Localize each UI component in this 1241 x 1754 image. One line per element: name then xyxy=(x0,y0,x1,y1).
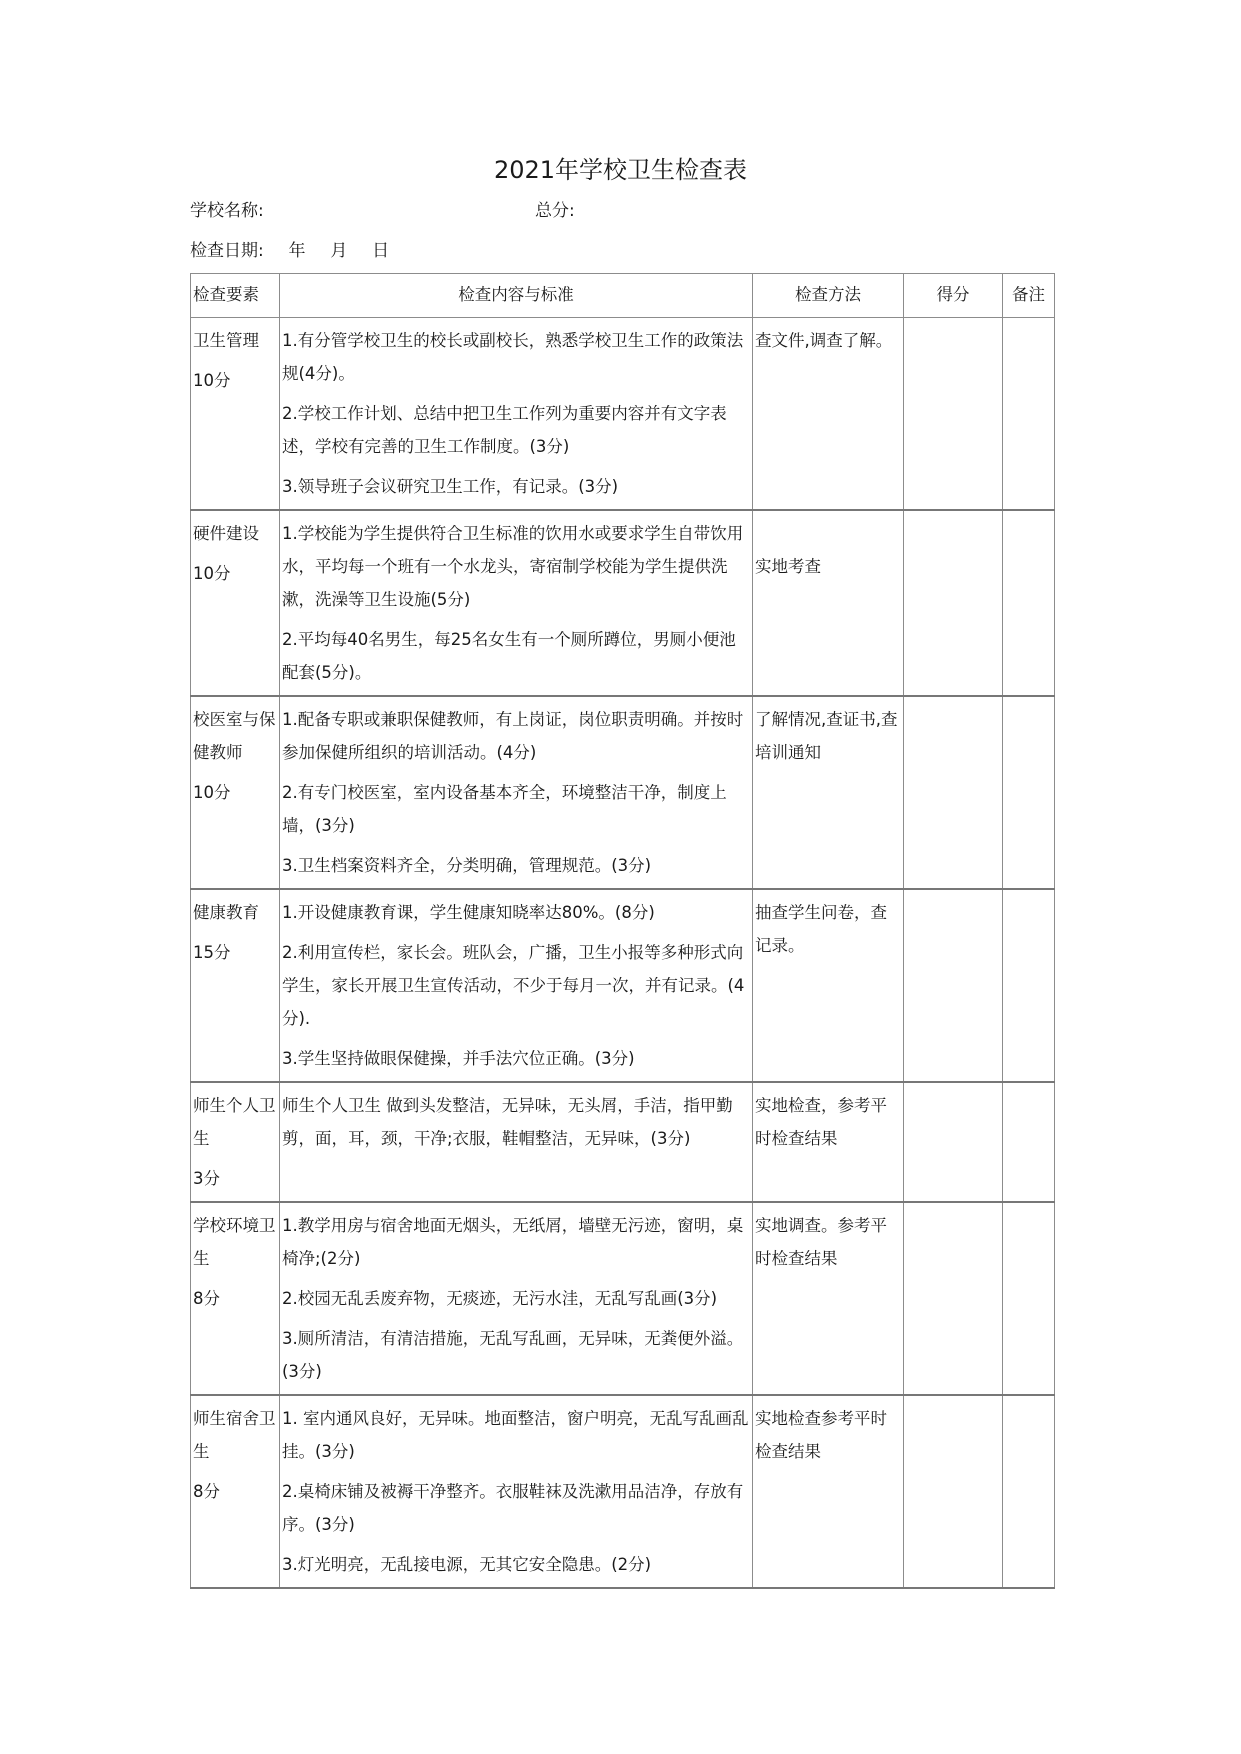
inspection-date-line xyxy=(190,236,389,261)
criterion-item: 2.桌椅床铺及被褥干净整齐。衣服鞋袜及洗漱用品洁净，存放有序。(3分) xyxy=(282,1482,744,1534)
remark-cell xyxy=(1003,1395,1055,1588)
criterion-item: 3.灯光明亮，无乱接电源，无其它安全隐患。(2分) xyxy=(282,1555,652,1574)
criterion-item: 1.有分管学校卫生的校长或副校长，熟悉学校卫生工作的政策法规(4分)。 xyxy=(282,331,744,383)
content-cell xyxy=(280,1202,753,1395)
method-cell: 查文件,调查了解。 xyxy=(753,318,904,511)
date-year: 年 xyxy=(288,241,306,261)
total-score-label: 总分: xyxy=(535,201,575,221)
criterion-item: 3.卫生档案资料齐全，分类明确，管理规范。(3分) xyxy=(282,856,652,875)
element-score: 8分 xyxy=(193,1482,220,1501)
header-remark: 备注 xyxy=(1003,274,1055,318)
table-row xyxy=(191,510,1055,696)
element-cell xyxy=(191,696,280,889)
element-name: 师生个人卫生 xyxy=(193,1096,276,1148)
table-row xyxy=(191,1202,1055,1395)
remark-cell xyxy=(1003,318,1055,511)
element-cell xyxy=(191,1082,280,1202)
element-score: 10分 xyxy=(193,783,231,802)
remark-cell xyxy=(1003,696,1055,889)
table-row xyxy=(191,1082,1055,1202)
score-cell xyxy=(904,889,1003,1082)
method-cell: 抽查学生问卷，查记录。 xyxy=(753,889,904,1082)
element-name: 健康教育 xyxy=(193,903,259,922)
header-element: 检查要素 xyxy=(191,274,280,318)
table-row xyxy=(191,1395,1055,1588)
criterion-item: 2.利用宣传栏，家长会。班队会，广播，卫生小报等多种形式向学生，家长开展卫生宣传活动，不少于每月一次，并有记录。(4分). xyxy=(282,943,745,1028)
header-score: 得分 xyxy=(904,274,1003,318)
element-name: 师生宿舍卫生 xyxy=(193,1409,276,1461)
criterion-item: 2.平均每40名男生，每25名女生有一个厕所蹲位，男厕小便池配套(5分)。 xyxy=(282,630,736,682)
method-cell: 实地检查，参考平时检查结果 xyxy=(753,1082,904,1202)
school-name-label: 学校名称: xyxy=(190,201,264,221)
content-cell xyxy=(280,510,753,696)
criterion-item: 3.学生坚持做眼保健操，并手法穴位正确。(3分) xyxy=(282,1049,635,1068)
element-name: 卫生管理 xyxy=(193,331,259,350)
table-row xyxy=(191,696,1055,889)
criterion-item: 2.学校工作计划、总结中把卫生工作列为重要内容并有文字表述，学校有完善的卫生工作制度。(3分) xyxy=(282,404,727,456)
criterion-item: 3.厕所清洁，有清洁措施，无乱写乱画，无异味，无粪便外溢。(3分) xyxy=(282,1329,744,1381)
element-score: 8分 xyxy=(193,1289,220,1308)
inspection-date-label: 检查日期: xyxy=(190,241,264,261)
element-score: 10分 xyxy=(193,371,231,390)
header-method: 检查方法 xyxy=(753,274,904,318)
criterion-item: 师生个人卫生 做到头发整洁，无异味，无头屑，手洁，指甲勤剪，面，耳，颈，干净;衣服，鞋帽整洁，无异味，(3分) xyxy=(282,1096,733,1148)
score-cell xyxy=(904,510,1003,696)
score-cell xyxy=(904,1082,1003,1202)
content-cell xyxy=(280,1082,753,1202)
remark-cell xyxy=(1003,1082,1055,1202)
method-text: 实地考查 xyxy=(755,557,821,576)
content-cell xyxy=(280,696,753,889)
content-cell xyxy=(280,889,753,1082)
criterion-item: 1.学校能为学生提供符合卫生标准的饮用水或要求学生自带饮用水，平均每一个班有一个水龙头，寄宿制学校能为学生提供洗漱，洗澡等卫生设施(5分) xyxy=(282,524,744,609)
header-content: 检查内容与标准 xyxy=(280,274,753,318)
document-title: 2021年学校卫生检查表 xyxy=(493,156,748,184)
criterion-item: 3.领导班子会议研究卫生工作，有记录。(3分) xyxy=(282,477,619,496)
element-cell xyxy=(191,510,280,696)
inspection-table xyxy=(190,273,1055,1589)
date-day: 日 xyxy=(372,241,390,261)
score-cell xyxy=(904,318,1003,511)
criterion-item: 1.配备专职或兼职保健教师，有上岗证，岗位职责明确。并按时参加保健所组织的培训活动。(4分) xyxy=(282,710,744,762)
element-score: 3分 xyxy=(193,1169,220,1188)
remark-cell xyxy=(1003,1202,1055,1395)
element-score: 15分 xyxy=(193,943,231,962)
element-cell xyxy=(191,889,280,1082)
method-cell xyxy=(753,510,904,696)
criterion-item: 1.开设健康教育课，学生健康知晓率达80%。(8分) xyxy=(282,903,655,922)
table-row xyxy=(191,889,1055,1082)
element-score: 10分 xyxy=(193,564,231,583)
element-name: 硬件建设 xyxy=(193,524,259,543)
content-cell xyxy=(280,318,753,511)
criterion-item: 2.有专门校医室，室内设备基本齐全，环境整洁干净，制度上墙，(3分) xyxy=(282,783,727,835)
element-name: 学校环境卫生 xyxy=(193,1216,276,1268)
element-name: 校医室与保健教师 xyxy=(193,710,276,762)
method-cell: 实地调查。参考平时检查结果 xyxy=(753,1202,904,1395)
table-header-row xyxy=(191,274,1055,318)
element-cell xyxy=(191,1395,280,1588)
criterion-item: 2.校园无乱丢废弃物，无痰迹，无污水洼，无乱写乱画(3分) xyxy=(282,1289,718,1308)
criterion-item: 1.教学用房与宿舍地面无烟头，无纸屑，墙壁无污迹，窗明，桌椅净;(2分) xyxy=(282,1216,744,1268)
remark-cell xyxy=(1003,510,1055,696)
score-cell xyxy=(904,696,1003,889)
table-row xyxy=(191,318,1055,511)
method-cell: 实地检查参考平时检查结果 xyxy=(753,1395,904,1588)
element-cell xyxy=(191,1202,280,1395)
remark-cell xyxy=(1003,889,1055,1082)
criterion-item: 1. 室内通风良好，无异味。地面整洁，窗户明亮，无乱写乱画乱挂。(3分) xyxy=(282,1409,749,1461)
score-cell xyxy=(904,1395,1003,1588)
element-cell xyxy=(191,318,280,511)
method-cell: 了解情况,查证书,查培训通知 xyxy=(753,696,904,889)
date-month: 月 xyxy=(330,241,348,261)
content-cell xyxy=(280,1395,753,1588)
score-cell xyxy=(904,1202,1003,1395)
